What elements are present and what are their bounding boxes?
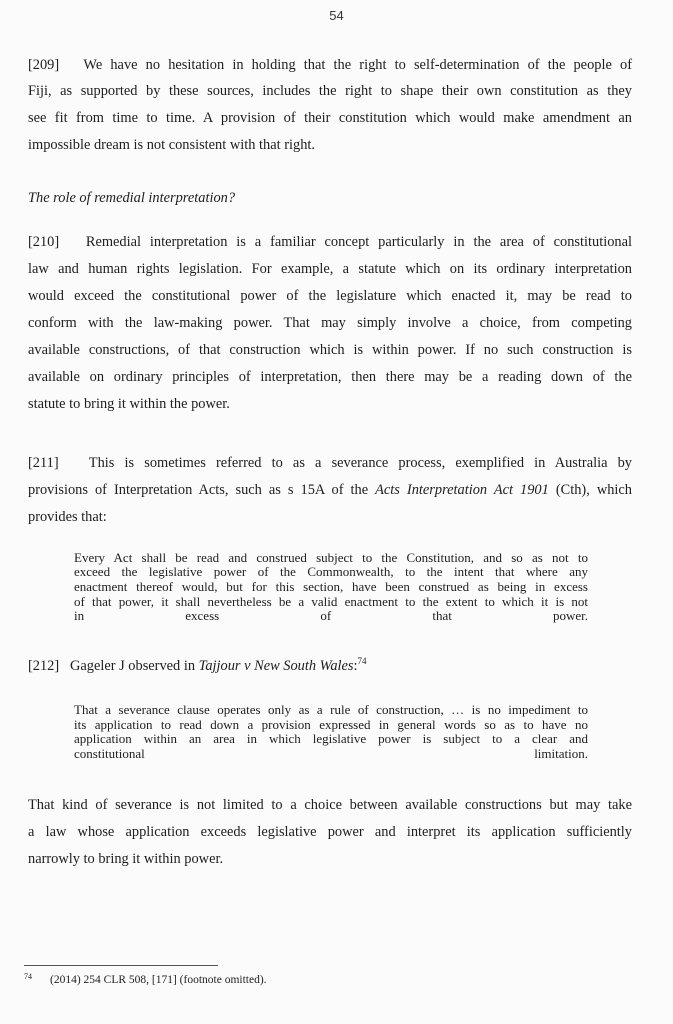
page-number: 54 bbox=[329, 8, 344, 23]
paragraph-210-line-1: [210] Remedial interpretation is a familiar concept particularly in the area of constitutional bbox=[28, 234, 632, 250]
section-heading: The role of remedial interpretation? bbox=[28, 190, 236, 206]
paragraph-212-intro: [212] Gageler J observed in Tajjour v New South Wales:$^{74}$ bbox=[28, 656, 367, 674]
paragraph-211-line-2: provisions of Interpretation Acts, such as s 15A of the Acts Interpretation Act 1901 (Cth), which bbox=[28, 482, 632, 498]
footnote-74 bbox=[24, 972, 267, 986]
block-quote-211-line-1: Every Act shall be read and construed subject to the Constitution, and so as not to bbox=[74, 550, 588, 565]
paragraph-212-follow-line-1: That kind of severance is not limited to a choice between available constructions but may take bbox=[28, 797, 632, 813]
paragraph-210-line-2: law and human rights legislation. For example, a statute which on its ordinary interpretation bbox=[28, 261, 632, 277]
paragraph-209-line-3: see fit from time to time. A provision of their constitution which would make amendment an bbox=[28, 110, 632, 126]
paragraph-212-follow-line-3: narrowly to bring it within power. bbox=[28, 851, 224, 867]
statute-title: Acts Interpretation Act 1901 bbox=[375, 482, 549, 498]
paragraph-209-line-4: impossible dream is not consistent with that right. bbox=[28, 137, 315, 153]
block-quote-212-line-4: constitutional limitation. bbox=[74, 746, 588, 761]
block-quote-212-line-2: its application to read down a provision expressed in general words so as to have no bbox=[74, 717, 588, 732]
paragraph-number: [210] bbox=[28, 234, 60, 250]
footnote-text: (2014) 254 CLR 508, [171] (footnote omitted). bbox=[50, 974, 267, 986]
paragraph-210-line-7: statute to bring it within the power. bbox=[28, 396, 230, 412]
case-name: Tajjour v New South Wales bbox=[198, 658, 354, 674]
paragraph-210-line-3: would exceed the constitutional power of the legislature which enacted it, may be read to bbox=[28, 288, 632, 304]
paragraph-211-line-1: [211] This is sometimes referred to as a severance process, exemplified in Australia by bbox=[28, 455, 632, 471]
block-quote-211-line-2: exceed the legislative power of the Commonwealth, to the intent that where any bbox=[74, 564, 588, 579]
paragraph-number: [212] bbox=[28, 658, 60, 674]
block-quote-211-line-3: enactment thereof would, but for this section, have been construed as being in excess bbox=[74, 579, 588, 594]
block-quote-212-line-3: application within an area in which legislative power is subject to a clear and bbox=[74, 731, 588, 746]
paragraph-209-line-1: [209] We have no hesitation in holding that the right to self-determination of the people of bbox=[28, 57, 632, 73]
paragraph-212-follow-line-2: a law whose application exceeds legislative power and interpret its application sufficiently bbox=[28, 824, 632, 840]
paragraph-210-line-4: conform with the law-making power. That may simply involve a choice, from competing bbox=[28, 315, 632, 331]
block-quote-212-line-1: That a severance clause operates only as a rule of construction, … is no impediment to bbox=[74, 702, 588, 717]
footnote-separator bbox=[24, 965, 218, 966]
block-quote-211-line-4: of that power, it shall nevertheless be a valid enactment to the extent to which it is not bbox=[74, 594, 588, 609]
paragraph-211-line-3: provides that: bbox=[28, 509, 107, 525]
paragraph-209-line-2: Fiji, as supported by these sources, includes the right to shape their own constitution as they bbox=[28, 83, 632, 99]
footnote-number: 74 bbox=[24, 972, 32, 981]
paragraph-210-line-5: available constructions, of that construction which is within power. If no such construction is bbox=[28, 342, 632, 358]
block-quote-211-line-5: in excess of that power. bbox=[74, 608, 588, 623]
footnote-reference[interactable]: 74 bbox=[357, 656, 367, 666]
paragraph-210-line-6: available on ordinary principles of interpretation, then there may be a reading down of the bbox=[28, 369, 632, 385]
paragraph-number: [211] bbox=[28, 455, 59, 471]
paragraph-number: [209] bbox=[28, 57, 60, 73]
